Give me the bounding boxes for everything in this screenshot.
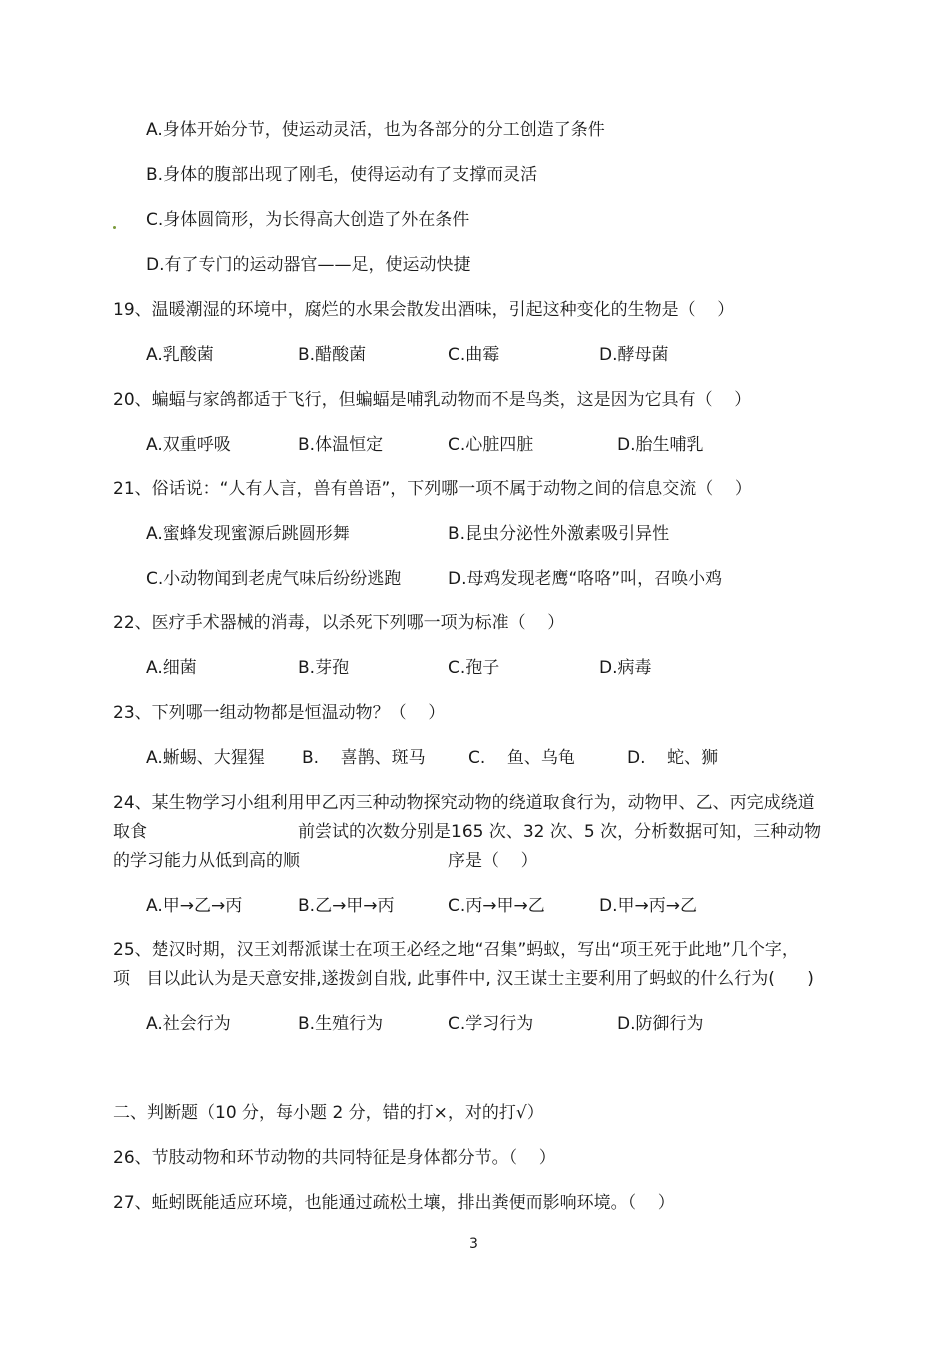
q23-option-b: B. 喜鹊、斑马 bbox=[302, 748, 426, 768]
stray-mark bbox=[113, 226, 116, 229]
q22-option-c: C.孢子 bbox=[448, 658, 500, 678]
q25-stem-line1: 25、楚汉时期，汉王刘帮派谋士在项王必经之地“召集”蚂蚁，写出“项王死于此地”几个字， bbox=[113, 940, 799, 960]
q21-option-b: B.昆虫分泌性外激素吸引异性 bbox=[448, 524, 670, 544]
q24-stem-line3-start: 的学习能力从低到高的顺 bbox=[113, 851, 300, 871]
q20-option-d: D.胎生哺乳 bbox=[617, 435, 704, 455]
q20-stem: 20、蝙蝠与家鸽都适于飞行，但蝙蝠是哺乳动物而不是鸟类，这是因为它具有（ ） bbox=[113, 390, 752, 410]
q24-option-d: D.甲→丙→乙 bbox=[599, 896, 697, 916]
q22-option-a: A.细菌 bbox=[146, 658, 197, 678]
q23-option-c: C. 鱼、乌龟 bbox=[468, 748, 575, 768]
q22-option-d: D.病毒 bbox=[599, 658, 652, 678]
q18-option-d: D.有了专门的运动器官——足，使运动快捷 bbox=[146, 255, 471, 275]
q27-stem: 27、蚯蚓既能适应环境，也能通过疏松土壤，排出粪便而影响环境。（ ） bbox=[113, 1193, 675, 1213]
q18-option-a: A.身体开始分节，使运动灵活，也为各部分的分工创造了条件 bbox=[146, 120, 605, 140]
q25-stem-line2: 项 目以此认为是天意安排,遂拨剑自戕, 此事件中, 汉王谋士主要利用了蚂蚁的什么行为( ) bbox=[113, 969, 814, 989]
q20-option-a: A.双重呼吸 bbox=[146, 435, 231, 455]
q19-option-b: B.醋酸菌 bbox=[298, 345, 367, 365]
q18-option-c: C.身体圆筒形，为长得高大创造了外在条件 bbox=[146, 210, 470, 230]
q19-stem: 19、温暖潮湿的环境中，腐烂的水果会散发出酒味，引起这种变化的生物是（ ） bbox=[113, 300, 735, 320]
q21-option-a: A.蜜蜂发现蜜源后跳圆形舞 bbox=[146, 524, 350, 544]
q24-stem-line3-end: 序是（ ） bbox=[448, 851, 538, 871]
q20-option-c: C.心脏四脏 bbox=[448, 435, 534, 455]
q20-option-b: B.体温恒定 bbox=[298, 435, 384, 455]
q25-option-b: B.生殖行为 bbox=[298, 1014, 384, 1034]
page-number: 3 bbox=[469, 1236, 478, 1252]
q23-option-a: A.蜥蜴、大猩猩 bbox=[146, 748, 265, 768]
q26-stem: 26、节肢动物和环节动物的共同特征是身体都分节。（ ） bbox=[113, 1148, 556, 1168]
q24-option-a: A.甲→乙→丙 bbox=[146, 896, 243, 916]
q19-option-d: D.酵母菌 bbox=[599, 345, 669, 365]
q22-stem: 22、医疗手术器械的消毒，以杀死下列哪一项为标准（ ） bbox=[113, 613, 565, 633]
q24-option-b: B.乙→甲→丙 bbox=[298, 896, 395, 916]
q23-option-d: D. 蛇、狮 bbox=[627, 748, 719, 768]
q24-stem-line1: 24、某生物学习小组利用甲乙丙三种动物探究动物的绕道取食行为，动物甲、乙、丙完成绕道 bbox=[113, 793, 815, 813]
section-2-heading: 二、判断题（10 分，每小题 2 分，错的打×，对的打√） bbox=[113, 1103, 544, 1123]
q21-option-c: C.小动物闻到老虎气味后纷纷逃跑 bbox=[146, 569, 402, 589]
q18-option-b: B.身体的腹部出现了刚毛，使得运动有了支撑而灵活 bbox=[146, 165, 538, 185]
q23-stem: 23、下列哪一组动物都是恒温动物？（ ） bbox=[113, 703, 446, 723]
q19-option-a: A.乳酸菌 bbox=[146, 345, 214, 365]
q24-stem-line2-end: 前尝试的次数分别是165 次、32 次、5 次，分析数据可知，三种动物 bbox=[298, 822, 822, 842]
q25-option-d: D.防御行为 bbox=[617, 1014, 704, 1034]
q25-option-a: A.社会行为 bbox=[146, 1014, 231, 1034]
q19-option-c: C.曲霉 bbox=[448, 345, 500, 365]
q21-stem: 21、俗话说：“人有人言，兽有兽语”，下列哪一项不属于动物之间的信息交流（ ） bbox=[113, 479, 752, 499]
q21-option-d: D.母鸡发现老鹰“咯咯”叫，召唤小鸡 bbox=[448, 569, 723, 589]
q22-option-b: B.芽孢 bbox=[298, 658, 350, 678]
q24-stem-line2-start: 取食 bbox=[113, 822, 147, 842]
q24-option-c: C.丙→甲→乙 bbox=[448, 896, 545, 916]
q25-option-c: C.学习行为 bbox=[448, 1014, 534, 1034]
